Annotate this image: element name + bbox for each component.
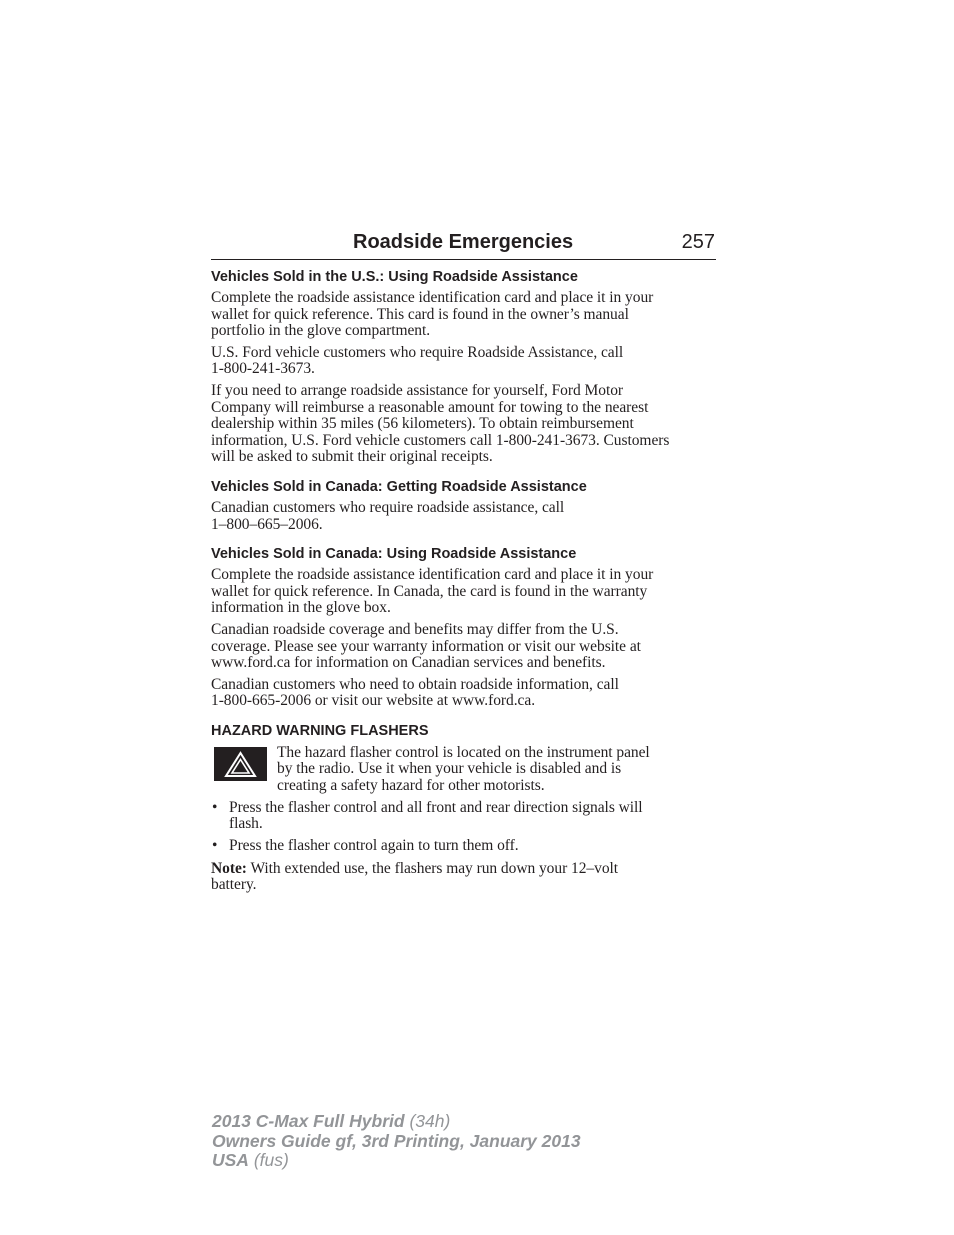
- text-line: Company will reimburse a reasonable amount for towing to the nearest: [211, 398, 649, 416]
- text-line: Press the flasher control and all front and rear direction signals will: [229, 798, 643, 816]
- page-footer: [212, 1112, 581, 1171]
- text-line: Complete the roadside assistance identification card and place it in your: [211, 289, 654, 306]
- text-line: 1-800-665-2006 or visit our website at www.ford.ca.: [211, 692, 536, 710]
- canada-using-paragraph-1: [211, 567, 716, 617]
- chapter-title: Roadside Emergencies: [353, 231, 574, 253]
- list-item: [211, 838, 716, 855]
- canada-using-heading: Vehicles Sold in Canada: Using Roadside Assistance: [211, 546, 577, 563]
- footer-line-guide: [212, 1132, 581, 1152]
- text-line: The hazard flasher control is located on the instrument panel: [277, 743, 650, 761]
- text-line: U.S. Ford vehicle customers who require Roadside Assistance, call: [211, 343, 624, 361]
- hazard-heading: HAZARD WARNING FLASHERS: [211, 722, 429, 739]
- footer-line-model: [212, 1112, 581, 1132]
- bullet-icon: •: [212, 837, 218, 855]
- bullet-text: [229, 838, 716, 855]
- note-label: Note:: [211, 859, 247, 877]
- list-item: [211, 800, 716, 833]
- page-number: 257: [681, 231, 715, 253]
- page-content: [211, 229, 716, 894]
- canada-getting-heading: Vehicles Sold in Canada: Getting Roadside Assistance: [211, 478, 587, 495]
- hazard-intro-row: [211, 745, 716, 794]
- text-line: battery.: [211, 876, 257, 894]
- bullet-text: [229, 800, 716, 833]
- us-paragraph-3: [211, 383, 716, 466]
- text-line: wallet for quick reference. In Canada, the card is found in the warranty: [211, 582, 648, 600]
- text-line: will be asked to submit their original receipts.: [211, 448, 493, 466]
- footer-line-market: [212, 1151, 581, 1171]
- footer-model-code: (34h): [409, 1111, 451, 1131]
- text-line: 1-800-241-3673.: [211, 360, 315, 378]
- text-line: Canadian customers who need to obtain roadside information, call: [211, 675, 619, 693]
- text-line: information, U.S. Ford vehicle customers call 1-800-241-3673. Customers: [211, 431, 670, 449]
- us-section-heading: Vehicles Sold in the U.S.: Using Roadside Assistance: [211, 269, 578, 285]
- note-paragraph: [211, 861, 716, 894]
- canada-getting-paragraph: [211, 500, 716, 533]
- canada-using-paragraph-3: [211, 677, 716, 710]
- us-paragraph-1: [211, 290, 716, 340]
- text-line: [211, 861, 716, 878]
- page-header: [211, 229, 716, 260]
- text-line: by the radio. Use it when your vehicle is disabled and is: [277, 760, 622, 778]
- note-text: With extended use, the flashers may run down your 12–volt: [246, 859, 619, 877]
- footer-model: 2013 C-Max Full Hybrid: [212, 1111, 405, 1131]
- footer-market-code: (fus): [253, 1150, 289, 1170]
- hazard-intro-paragraph: [277, 745, 650, 795]
- text-line: Press the flasher control again to turn them off.: [229, 837, 519, 855]
- footer-guide: Owners Guide gf, 3rd Printing, January 2013: [212, 1130, 581, 1151]
- text-line: Canadian roadside coverage and benefits may differ from the U.S.: [211, 620, 619, 638]
- text-line: Canadian customers who require roadside assistance, call: [211, 498, 565, 516]
- text-line: dealership within 35 miles (56 kilometers). To obtain reimbursement: [211, 415, 634, 433]
- text-line: creating a safety hazard for other motorists.: [277, 777, 545, 795]
- canada-using-paragraph-2: [211, 622, 716, 672]
- text-line: 1–800–665–2006.: [211, 515, 323, 533]
- text-line: information in the glove box.: [211, 599, 391, 617]
- text-line: coverage. Please see your warranty information or visit our website at: [211, 637, 641, 655]
- footer-market: USA: [212, 1150, 249, 1170]
- bullet-icon: •: [212, 798, 218, 816]
- text-line: wallet for quick reference. This card is found in the owner’s manual: [211, 305, 629, 323]
- text-line: portfolio in the glove compartment.: [211, 322, 431, 340]
- text-line: www.ford.ca for information on Canadian services and benefits.: [211, 654, 606, 672]
- text-line: Complete the roadside assistance identification card and place it in your: [211, 566, 654, 584]
- us-paragraph-2: [211, 345, 716, 378]
- text-line: If you need to arrange roadside assistance for yourself, Ford Motor: [211, 381, 624, 399]
- hazard-warning-triangle-icon: [214, 747, 267, 781]
- text-line: flash.: [229, 815, 263, 833]
